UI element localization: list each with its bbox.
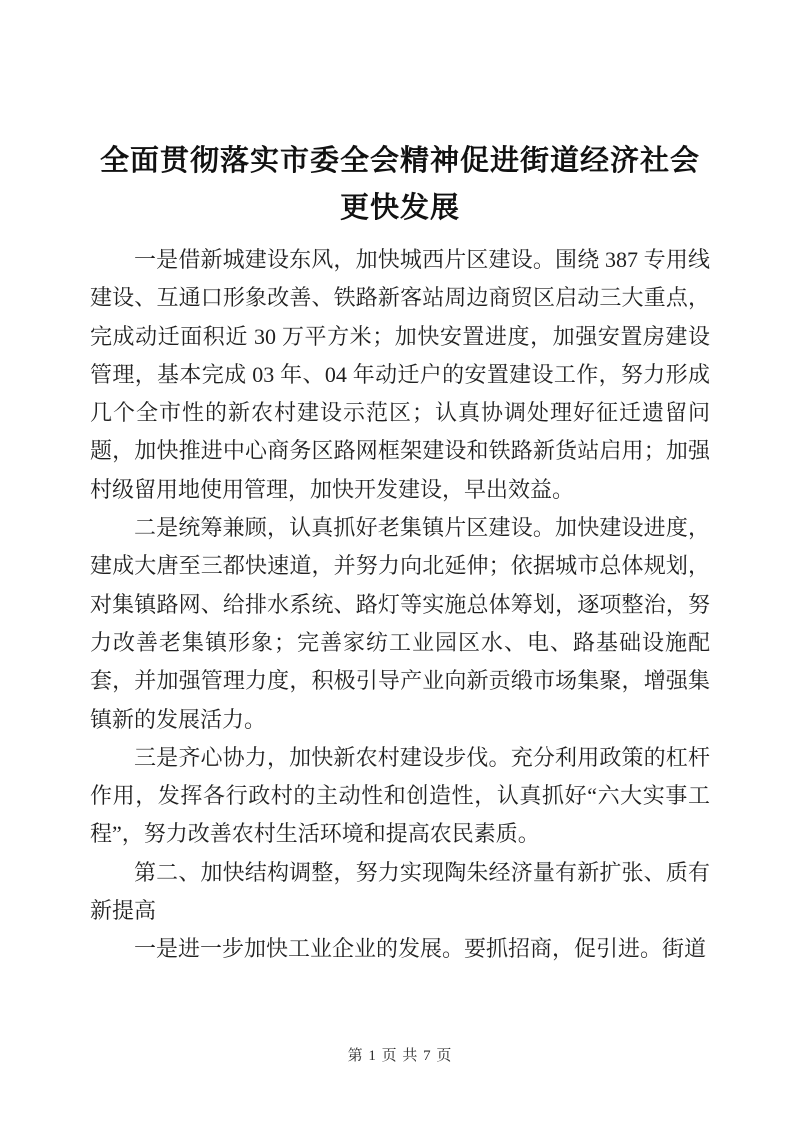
body-paragraph: 一是进一步加快工业企业的发展。要抓招商，促引进。街道 xyxy=(134,936,707,962)
page-footer xyxy=(0,1044,800,1065)
document-title-line-1: 全面贯彻落实市委全会精神促进街道经济社会 xyxy=(99,145,700,177)
document-title-line-2: 更快发展 xyxy=(339,192,460,224)
page-number-indicator: 第 1 页 共 7 页 xyxy=(347,1048,453,1064)
body-paragraph: 第二、加快结构调整，努力实现陶朱经济量有新扩张、质有新提高 xyxy=(90,859,710,924)
body-paragraph: 一是借新城建设东风，加快城西片区建设。围绕 387 专用线建设、互通口形象改善、铁路新客站周边商贸区启动三大重点，完成动迁面积近 30 万平方米；加快安置进度，加强安置房建设管理，基本完成 03 年、04 年动迁户的安置建设工作，努力形成几个全市性的新农村建设示范区；认真协调处理好征迁遗留问题，加快推进中心商务区路网框架建设和铁路新货站启用；加强村级留用地使用管理，加快开发建设，早出效益。 xyxy=(90,247,710,502)
document-body xyxy=(90,241,710,969)
body-paragraph: 二是统筹兼顾，认真抓好老集镇片区建设。加快建设进度，建成大唐至三都快速道，并努力向北延伸；依据城市总体规划，对集镇路网、给排水系统、路灯等实施总体筹划，逐项整治，努力改善老集镇形象；完善家纺工业园区水、电、路基础设施配套，并加强管理力度，积极引导产业向新贡缎市场集聚，增强集镇新的发展活力。 xyxy=(90,515,710,732)
body-paragraph: 三是齐心协力，加快新农村建设步伐。充分利用政策的杠杆作用，发挥各行政村的主动性和创造性，认真抓好“六大实事工程”，努力改善农村生活环境和提高农民素质。 xyxy=(90,744,710,847)
document-title xyxy=(0,0,800,232)
